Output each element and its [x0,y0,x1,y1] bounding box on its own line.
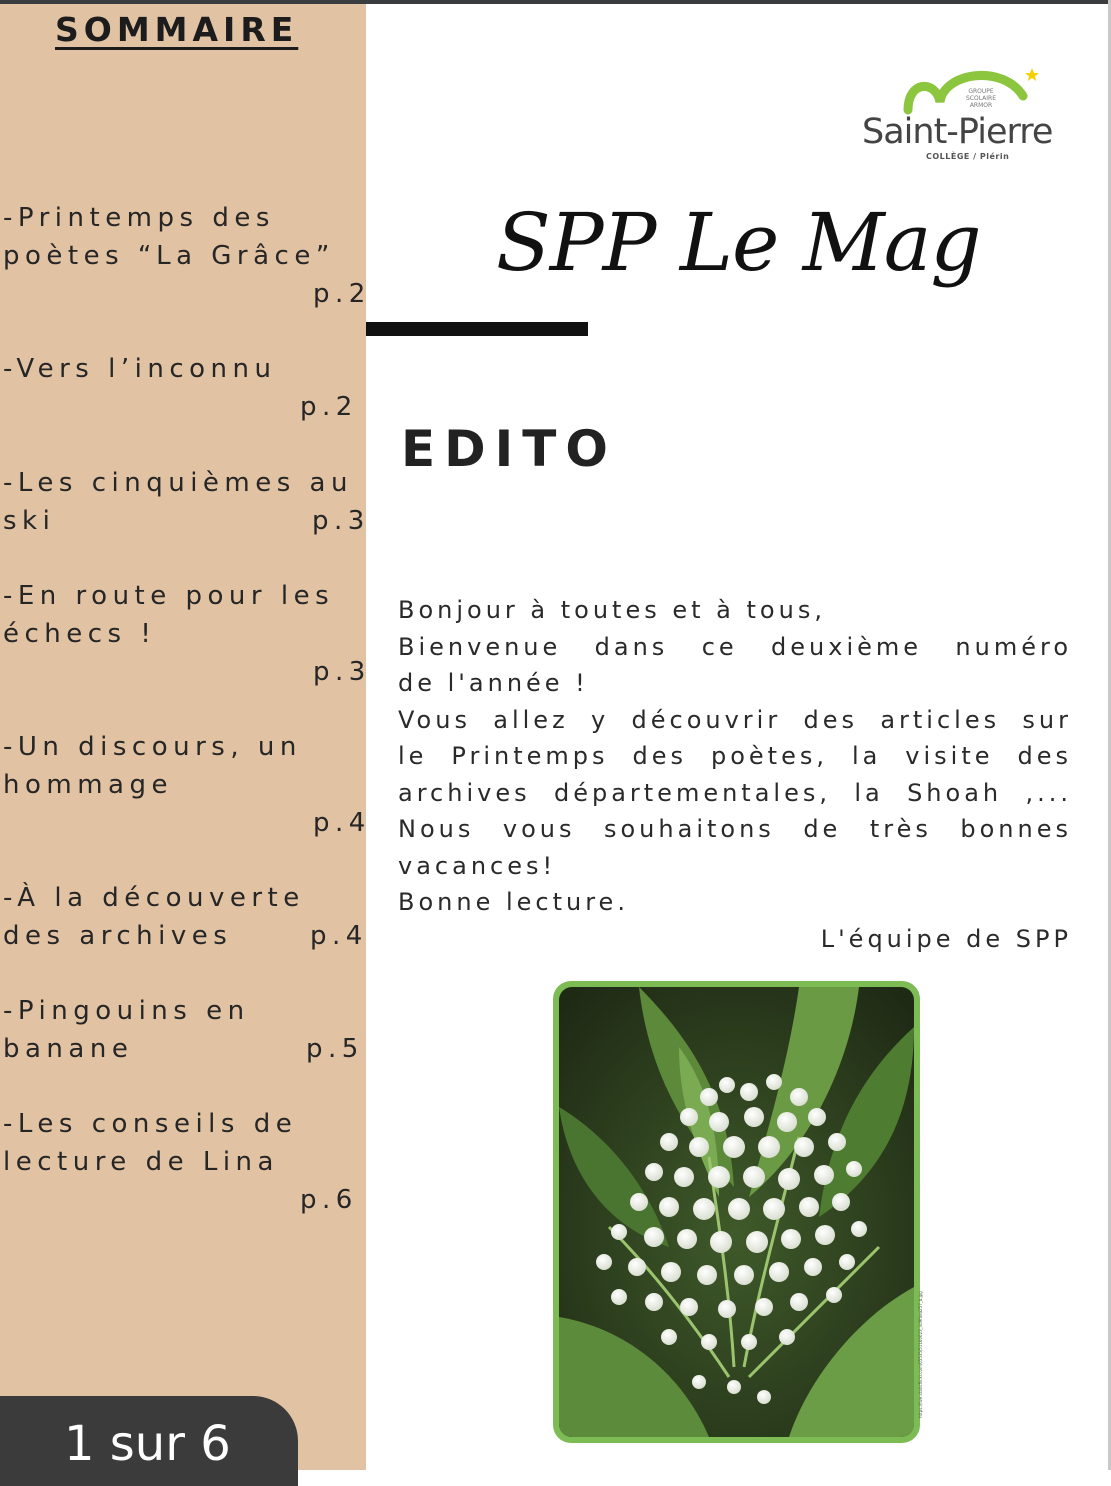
lily-of-the-valley-photo [559,987,914,1437]
edito-line: de l'année ! [398,669,589,697]
toc-item-line: -Un discours, un [3,732,302,762]
edito-line: Nous vous souhaitons de très bonnes [398,815,1072,843]
photo-credit: https://live.staticflickr.com/65535/51160623_3d9fdea257_b.jpg [918,1291,923,1418]
logo-name: Saint-Pierre [862,112,1053,152]
edito-signature: L'équipe de SPP [820,924,1072,953]
logo-group-line: SCOLAIRE [965,95,997,102]
toc-item-line: -En route pour les [3,581,335,611]
toc-item-line: lecture de Lina [3,1147,279,1177]
edito-line: vacances! [398,851,557,880]
edito-line: Bienvenue dans ce deuxième numéro [398,632,1072,661]
page-indicator [0,1396,298,1486]
star-icon [1025,68,1039,81]
toc-page-number: p.4 [310,921,368,951]
logo-group-line: ARMOR [969,102,993,109]
toc-item-line: hommage [3,770,173,800]
toc-page-number: p.2 [300,392,358,422]
logo-subtitle: COLLÈGE / Plérin [926,152,1010,161]
toc-item[interactable] [3,879,368,955]
toc-item[interactable] [3,577,371,687]
edito-line: Bonne lecture. [398,888,629,916]
toc-item-line: échecs ! [3,619,157,649]
toc-item-line: -Les conseils de [3,1109,298,1139]
toc-item-line: -Pingouins en [3,996,250,1026]
toc-page-number: p.4 [313,808,371,838]
toc-item[interactable] [3,992,363,1068]
toc-item-line: ski [3,506,56,536]
edito-body [398,592,1072,957]
toc-item-line: -Les cinquièmes au [3,468,353,498]
toc-item[interactable] [3,350,363,422]
toc-item-line: -Vers l’inconnu [3,354,277,384]
title-divider [366,322,588,336]
toc-page-number: p.3 [313,657,371,687]
toc-item[interactable] [3,464,370,540]
toc-item[interactable] [3,728,371,838]
sidebar-table-of-contents [0,4,371,1470]
photo-frame [553,981,920,1443]
edito-heading: EDITO [401,420,617,478]
toc-item-line: des archives [3,921,233,951]
toc-page-number: p.6 [300,1185,358,1215]
sommaire-title: SOMMAIRE [55,10,299,49]
toc-item-line: -À la découverte [3,883,305,913]
magazine-title: SPP Le Mag [496,196,981,289]
page-indicator-label: 1 sur 6 [64,1416,231,1472]
toc-page-number: p.3 [312,506,370,536]
toc-item-line: banane [3,1034,134,1064]
toc-item[interactable] [3,1105,363,1215]
toc-item-line: -Printemps des [3,203,275,233]
edito-line: archives départementales, la Shoah ,... [398,778,1072,807]
logo-group-line: GROUPE [968,88,994,95]
edito-line: le Printemps des poètes, la visite des [398,742,1072,770]
toc-item-line: poètes “La Grâce” [3,241,335,271]
toc-item[interactable] [3,199,371,309]
toc-page-number: p.2 [313,279,371,309]
toc-page-number: p.5 [306,1034,364,1064]
edito-line: Vous allez y découvrir des articles sur [398,705,1072,734]
logo-group-text [956,88,1006,109]
school-logo [858,62,1058,162]
edito-line: Bonjour à toutes et à tous, [398,596,826,624]
